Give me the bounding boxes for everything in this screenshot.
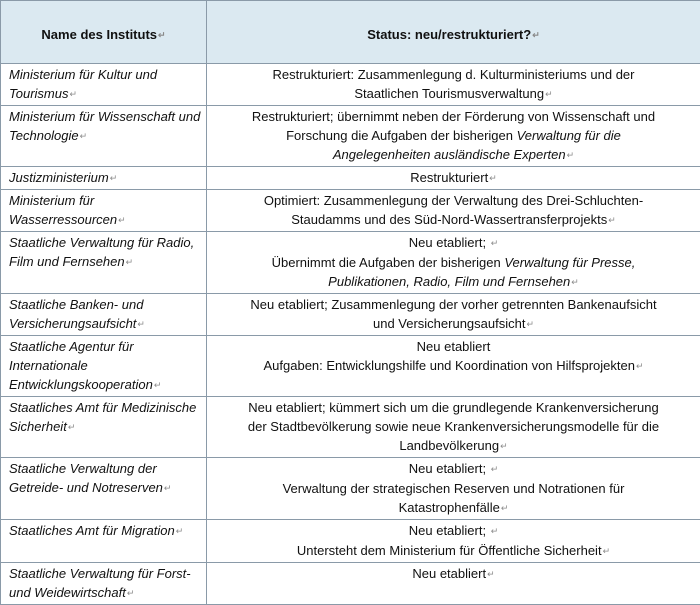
- status-text-italic: Verwaltung für Presse,: [504, 255, 635, 270]
- status-text: Übernimmt die Aufgaben der bisherigen: [272, 255, 505, 270]
- status-cell: [207, 232, 700, 294]
- paragraph-mark-icon: ↵: [491, 464, 499, 474]
- table-body: [1, 64, 700, 605]
- institute-name-cell: [1, 64, 207, 106]
- status-line: [212, 436, 695, 456]
- institute-name-cell: [1, 167, 207, 190]
- status-line: [212, 295, 695, 314]
- status-line: [212, 479, 695, 498]
- institute-name-cell: [1, 232, 207, 294]
- institute-name-cell: [1, 397, 207, 458]
- institute-name-cell: [1, 294, 207, 336]
- status-text: Restrukturiert; übernimmt neben der Förderung von Wissenschaft und: [252, 109, 655, 124]
- status-line: [212, 541, 695, 561]
- status-cell: [207, 458, 700, 520]
- status-line: [212, 210, 695, 230]
- paragraph-mark-icon: ↵: [137, 319, 145, 329]
- status-line: [212, 459, 695, 479]
- paragraph-mark-icon: ↵: [69, 89, 77, 99]
- paragraph-mark-icon: ↵: [545, 89, 553, 99]
- paragraph-mark-icon: ↵: [118, 215, 126, 225]
- status-cell: [207, 167, 700, 190]
- status-line: [212, 65, 695, 84]
- status-text-italic: Verwaltung für die: [517, 128, 621, 143]
- status-line: [212, 521, 695, 541]
- status-text: Neu etabliert; Zusammenlegung der vorher getrennten Bankenaufsicht: [250, 297, 656, 312]
- table-row: [1, 336, 700, 397]
- status-text: Aufgaben: Entwicklungshilfe und Koordination von Hilfsprojekten: [264, 358, 635, 373]
- status-line: [212, 84, 695, 104]
- table-row: [1, 458, 700, 520]
- paragraph-mark-icon: ↵: [68, 422, 76, 432]
- status-text: Optimiert: Zusammenlegung der Verwaltung des Drei-Schluchten-: [264, 193, 643, 208]
- status-text: Restrukturiert: Zusammenlegung d. Kulturministeriums und der: [273, 67, 635, 82]
- status-line: [212, 168, 695, 188]
- status-text: Katastrophenfälle: [399, 500, 500, 515]
- institute-name: Staatliches Amt für Medizinische Sicherheit: [9, 400, 196, 434]
- paragraph-mark-icon: ↵: [608, 215, 616, 225]
- status-text: Neu etabliert; kümmert sich um die grundlegende Krankenversicherung: [248, 400, 658, 415]
- table-row: [1, 167, 700, 190]
- institute-name-cell: [1, 106, 207, 167]
- institute-name: Justizministerium: [9, 170, 109, 185]
- institute-name: Ministerium für Wissenschaft und Technologie: [9, 109, 200, 143]
- paragraph-mark-icon: ↵: [501, 503, 509, 513]
- table-row: [1, 106, 700, 167]
- status-text: Untersteht dem Ministerium für Öffentliche Sicherheit: [297, 543, 602, 558]
- institute-name-cell: [1, 520, 207, 563]
- status-cell: [207, 64, 700, 106]
- status-text: Forschung die Aufgaben der bisherigen: [286, 128, 517, 143]
- paragraph-mark-icon: ↵: [500, 441, 508, 451]
- status-cell: [207, 520, 700, 563]
- status-text: Restrukturiert: [410, 170, 488, 185]
- institute-name: Staatliche Banken- und Versicherungsaufsicht: [9, 297, 143, 331]
- status-line: [212, 272, 695, 292]
- paragraph-mark-icon: ↵: [571, 277, 579, 287]
- table-row: [1, 520, 700, 563]
- paragraph-mark-icon: ↵: [164, 483, 172, 493]
- institute-name: Ministerium für Kultur und Tourismus: [9, 67, 157, 101]
- institute-name: Staatliche Verwaltung für Radio, Film und Fernsehen: [9, 235, 194, 269]
- table-row: [1, 563, 700, 605]
- status-line: [212, 126, 695, 145]
- paragraph-mark-icon: ↵: [487, 569, 495, 579]
- column-header-status: [207, 1, 700, 64]
- institute-name-cell: [1, 563, 207, 605]
- status-text: Staudamms und des Süd-Nord-Wassertransferprojekts: [291, 212, 607, 227]
- paragraph-mark-icon: ↵: [158, 26, 166, 45]
- status-line: [212, 233, 695, 253]
- status-text: Neu etabliert: [417, 339, 491, 354]
- paragraph-mark-icon: ↵: [526, 319, 534, 329]
- status-text: Verwaltung der strategischen Reserven und Notrationen für: [283, 481, 625, 496]
- status-line: [212, 398, 695, 417]
- status-line: [212, 191, 695, 210]
- institute-name: Staatliche Verwaltung der Getreide- und Notreserven: [9, 461, 163, 495]
- status-text: der Stadtbevölkerung sowie neue Krankenversicherungsmodelle für die: [248, 419, 659, 434]
- table-row: [1, 294, 700, 336]
- paragraph-mark-icon: ↵: [110, 173, 118, 183]
- status-line: [212, 145, 695, 165]
- status-line: [212, 417, 695, 436]
- paragraph-mark-icon: ↵: [636, 361, 644, 371]
- status-line: [212, 314, 695, 334]
- institute-name: Ministerium für Wasserressourcen: [9, 193, 117, 227]
- status-text: Neu etabliert: [412, 566, 486, 581]
- status-text: Neu etabliert;: [409, 235, 490, 250]
- paragraph-mark-icon: ↵: [491, 526, 499, 536]
- status-line: [212, 564, 695, 584]
- institute-name-cell: [1, 336, 207, 397]
- status-cell: [207, 397, 700, 458]
- status-cell: [207, 190, 700, 232]
- status-text: und Versicherungsaufsicht: [373, 316, 525, 331]
- paragraph-mark-icon: ↵: [567, 150, 575, 160]
- institute-name: Staatliche Verwaltung für Forst- und Weidewirtschaft: [9, 566, 191, 600]
- status-line: [212, 253, 695, 272]
- column-header-status-label: Status: neu/restrukturiert?: [367, 25, 531, 44]
- status-text-italic: Angelegenheiten ausländische Experten: [333, 147, 566, 162]
- status-cell: [207, 563, 700, 605]
- column-header-name: [1, 1, 207, 64]
- paragraph-mark-icon: ↵: [127, 588, 135, 598]
- status-line: [212, 337, 695, 356]
- institute-name-cell: [1, 190, 207, 232]
- paragraph-mark-icon: ↵: [491, 238, 499, 248]
- status-cell: [207, 336, 700, 397]
- table-row: [1, 190, 700, 232]
- institute-name: Staatliche Agentur für Internationale Entwicklungskooperation: [9, 339, 153, 392]
- paragraph-mark-icon: ↵: [80, 131, 88, 141]
- status-cell: [207, 106, 700, 167]
- paragraph-mark-icon: ↵: [489, 173, 497, 183]
- status-text-italic: Publikationen, Radio, Film und Fernsehen: [328, 274, 570, 289]
- paragraph-mark-icon: ↵: [126, 257, 134, 267]
- status-line: [212, 107, 695, 126]
- status-text: Neu etabliert;: [409, 523, 490, 538]
- header-row: [1, 1, 700, 64]
- table-row: [1, 232, 700, 294]
- paragraph-mark-icon: ↵: [176, 526, 184, 536]
- table-row: [1, 64, 700, 106]
- paragraph-mark-icon: ↵: [603, 546, 611, 556]
- paragraph-mark-icon: ↵: [532, 26, 540, 45]
- status-text: Staatlichen Tourismusverwaltung: [354, 86, 544, 101]
- status-cell: [207, 294, 700, 336]
- status-text: Landbevölkerung: [399, 438, 499, 453]
- paragraph-mark-icon: ↵: [154, 380, 162, 390]
- status-text: Neu etabliert;: [409, 461, 490, 476]
- institute-name-cell: [1, 458, 207, 520]
- status-line: [212, 498, 695, 518]
- column-header-name-label: Name des Instituts: [41, 25, 157, 44]
- institute-name: Staatliches Amt für Migration: [9, 523, 175, 538]
- table-row: [1, 397, 700, 458]
- status-line: [212, 356, 695, 376]
